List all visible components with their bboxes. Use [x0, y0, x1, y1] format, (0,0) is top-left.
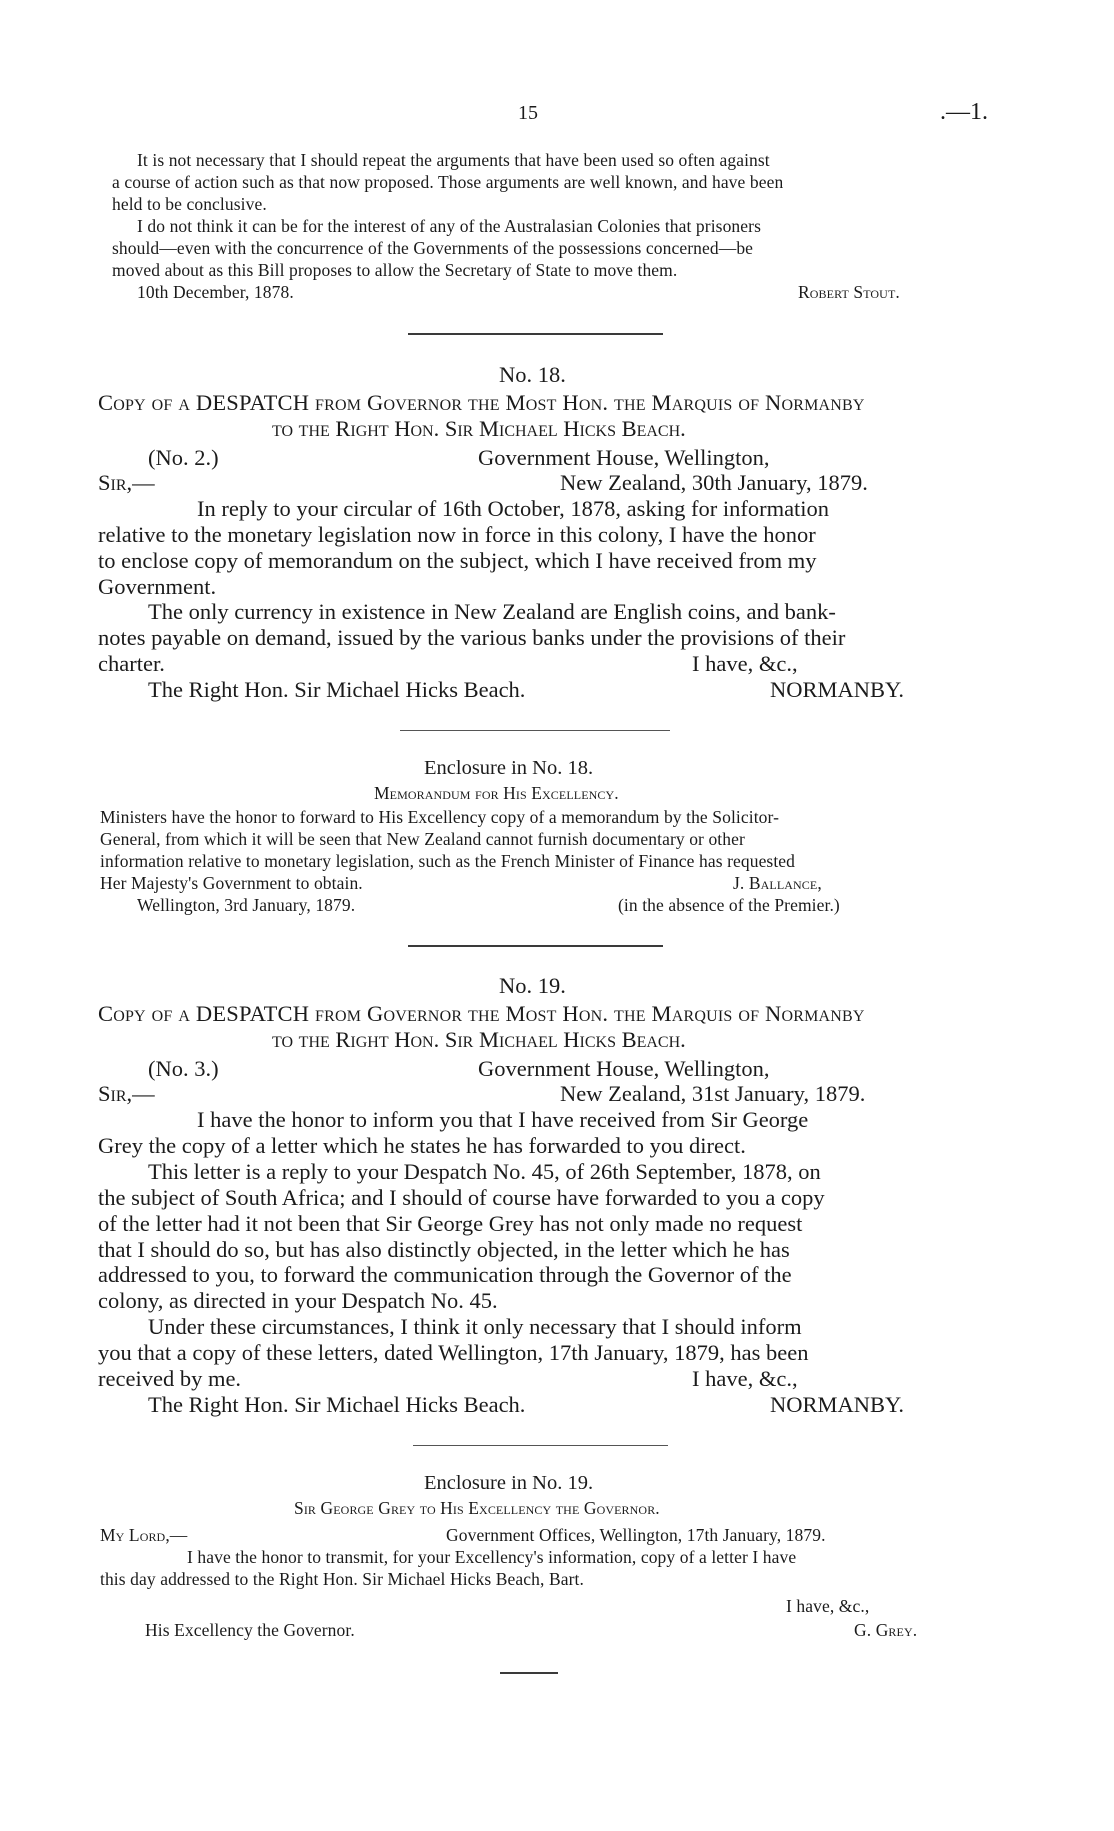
body-line: Under these circumstances, I think it only necessary that I should inform [148, 1314, 802, 1339]
body-line: notes payable on demand, issued by the various banks under the provisions of their [98, 625, 846, 650]
intro-line: a course of action such as that now proposed. Those arguments are well known, and have been [112, 172, 784, 192]
addressee: The Right Hon. Sir Michael Hicks Beach. [148, 1392, 526, 1417]
addressee: His Excellency the Governor. [145, 1620, 355, 1640]
closing: I have, &c., [786, 1596, 870, 1616]
closing: I have, &c., [692, 651, 798, 676]
body-line: to enclose copy of memorandum on the subject, which I have received from my [98, 548, 817, 573]
section-divider [400, 730, 670, 731]
despatch-title: to the Right Hon. Sir Michael Hicks Beach. [272, 1027, 686, 1052]
signatory-capacity: (in the absence of the Premier.) [618, 895, 840, 915]
signature: J. Ballance, [733, 873, 822, 893]
body-line: Government. [98, 574, 217, 599]
intro-line: should—even with the concurrence of the Governments of the possessions concerned—be [112, 238, 754, 258]
body-line: received by me. [98, 1366, 242, 1391]
section-divider [500, 1672, 558, 1674]
despatch-title: to the Right Hon. Sir Michael Hicks Beach. [272, 416, 686, 441]
enclosure-line: this day addressed to the Right Hon. Sir Michael Hicks Beach, Bart. [100, 1569, 584, 1589]
despatch-address: New Zealand, 31st January, 1879. [560, 1081, 866, 1106]
despatch-heading: No. 19. [499, 973, 566, 998]
enclosure-line: General, from which it will be seen that New Zealand cannot furnish documentary or other [100, 829, 745, 849]
intro-line: I do not think it can be for the interest of any of the Australasian Colonies that prisoners [137, 216, 761, 236]
body-line: charter. [98, 651, 165, 676]
body-line: The only currency in existence in New Zealand are English coins, and bank- [148, 599, 836, 624]
signature: NORMANBY. [770, 1392, 904, 1417]
despatch-reference: (No. 3.) [148, 1056, 219, 1081]
enclosure-line: Her Majesty's Government to obtain. [100, 873, 363, 893]
despatch-address: New Zealand, 30th January, 1879. [560, 470, 868, 495]
body-line: This letter is a reply to your Despatch No. 45, of 26th September, 1878, on [148, 1159, 821, 1184]
enclosure-line: Ministers have the honor to forward to His Excellency copy of a memorandum by the Solicitor- [100, 807, 780, 827]
despatch-address: Government House, Wellington, [478, 1056, 770, 1081]
body-line: that I should do so, but has also distinctly objected, in the letter which he has [98, 1237, 790, 1262]
signature: NORMANBY. [770, 677, 904, 702]
addressee: The Right Hon. Sir Michael Hicks Beach. [148, 677, 526, 702]
intro-signature: Robert Stout. [798, 282, 900, 302]
body-line: colony, as directed in your Despatch No. 45. [98, 1288, 498, 1313]
despatch-address: Government House, Wellington, [478, 445, 770, 470]
enclosure-line: I have the honor to transmit, for your Excellency's information, copy of a letter I have [187, 1547, 797, 1567]
enclosure-heading: Enclosure in No. 18. [424, 757, 594, 779]
intro-line: held to be conclusive. [112, 194, 267, 214]
salutation: Sir,— [98, 1081, 155, 1106]
page-number: 15 [518, 102, 538, 124]
body-line: addressed to you, to forward the communication through the Governor of the [98, 1262, 792, 1287]
enclosure-line: information relative to monetary legislation, such as the French Minister of Finance has requested [100, 851, 796, 871]
enclosure-heading: Enclosure in No. 19. [424, 1472, 594, 1494]
salutation: Sir,— [98, 470, 155, 495]
body-line: the subject of South Africa; and I should of course have forwarded to you a copy [98, 1185, 825, 1210]
section-divider [408, 945, 663, 947]
body-line: you that a copy of these letters, dated Wellington, 17th January, 1879, has been [98, 1340, 809, 1365]
intro-date: 10th December, 1878. [137, 282, 294, 302]
despatch-heading: No. 18. [499, 362, 566, 387]
body-line: I have the honor to inform you that I have received from Sir George [197, 1107, 809, 1132]
document-reference: .—1. [940, 99, 988, 125]
place-date: Government Offices, Wellington, 17th January, 1879. [446, 1525, 826, 1545]
place-date: Wellington, 3rd January, 1879. [137, 895, 356, 915]
body-line: relative to the monetary legislation now in force in this colony, I have the honor [98, 522, 816, 547]
enclosure-subheading: Memorandum for His Excellency. [374, 783, 619, 803]
signature: G. Grey. [854, 1620, 918, 1640]
enclosure-subheading: Sir George Grey to His Excellency the Governor. [294, 1498, 660, 1518]
salutation: My Lord,— [100, 1525, 188, 1545]
section-divider [408, 333, 663, 335]
body-line: In reply to your circular of 16th October, 1878, asking for information [197, 496, 830, 521]
body-line: of the letter had it not been that Sir George Grey has not only made no request [98, 1211, 803, 1236]
intro-line: It is not necessary that I should repeat the arguments that have been used so often against [137, 150, 770, 170]
body-line: Grey the copy of a letter which he states he has forwarded to you direct. [98, 1133, 746, 1158]
despatch-title: Copy of a DESPATCH from Governor the Most Hon. the Marquis of Normanby [98, 1001, 865, 1026]
intro-line: moved about as this Bill proposes to allow the Secretary of State to move them. [112, 260, 678, 280]
section-divider [413, 1445, 668, 1446]
despatch-title: Copy of a DESPATCH from Governor the Most Hon. the Marquis of Normanby [98, 390, 865, 415]
closing: I have, &c., [692, 1366, 798, 1391]
despatch-reference: (No. 2.) [148, 445, 219, 470]
